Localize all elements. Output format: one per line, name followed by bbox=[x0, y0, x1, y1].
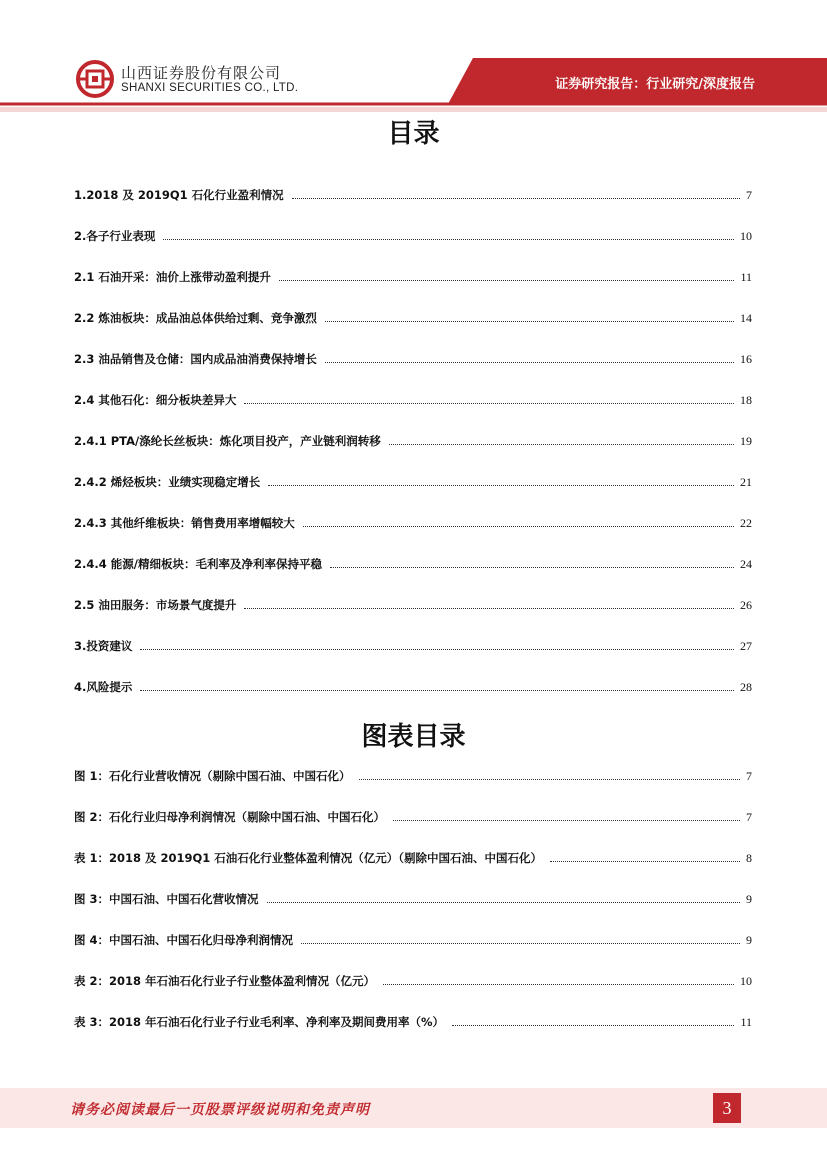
figure-entry[interactable] bbox=[74, 1014, 752, 1055]
page-header bbox=[0, 0, 827, 112]
toc-entry[interactable] bbox=[74, 187, 752, 228]
dot-leader bbox=[325, 351, 734, 363]
toc-entry-page[interactable]: 22 bbox=[740, 516, 752, 530]
toc-entry-page[interactable]: 16 bbox=[740, 352, 752, 366]
toc-entry[interactable] bbox=[74, 515, 752, 556]
company-logo-icon bbox=[76, 60, 114, 98]
report-type-label: 证券研究报告：行业研究/深度报告 bbox=[555, 77, 755, 92]
toc-entry-label[interactable]: 2.各子行业表现 bbox=[74, 229, 156, 243]
toc-entry-page[interactable]: 7 bbox=[746, 188, 752, 202]
toc-entry-label[interactable]: 2.4 其他石化：细分板块差异大 bbox=[74, 393, 237, 407]
figure-entry-label[interactable]: 图 1：石化行业营收情况（剔除中国石油、中国石化） bbox=[74, 769, 351, 783]
toc-entry[interactable] bbox=[74, 310, 752, 351]
toc-entry-label[interactable]: 2.4.1 PTA/涤纶长丝板块：炼化项目投产，产业链利润转移 bbox=[74, 434, 381, 448]
toc-entry-page[interactable]: 18 bbox=[740, 393, 752, 407]
dot-leader bbox=[389, 433, 734, 445]
figure-entry-page[interactable]: 7 bbox=[746, 769, 752, 783]
figure-entry[interactable] bbox=[74, 891, 752, 932]
figure-entry-label[interactable]: 表 1：2018 及 2019Q1 石油石化行业整体盈利情况（亿元）（剔除中国石油、中国石化） bbox=[74, 851, 543, 865]
dot-leader bbox=[393, 809, 740, 821]
dot-leader bbox=[292, 187, 740, 199]
toc-entry[interactable] bbox=[74, 556, 752, 597]
toc-entry[interactable] bbox=[74, 679, 752, 720]
toc-entry-label[interactable]: 1.2018 及 2019Q1 石化行业盈利情况 bbox=[74, 188, 284, 202]
toc-entry[interactable] bbox=[74, 392, 752, 433]
dot-leader bbox=[301, 932, 740, 944]
dot-leader bbox=[268, 474, 734, 486]
dot-leader bbox=[452, 1014, 734, 1026]
figure-entry-page[interactable]: 10 bbox=[740, 974, 752, 988]
dot-leader bbox=[325, 310, 734, 322]
toc-entry-page[interactable]: 24 bbox=[740, 557, 752, 571]
dot-leader bbox=[359, 768, 740, 780]
toc-entry[interactable] bbox=[74, 433, 752, 474]
figure-entry[interactable] bbox=[74, 850, 752, 891]
toc-entry-label[interactable]: 3.投资建议 bbox=[74, 639, 133, 653]
toc-entry[interactable] bbox=[74, 597, 752, 638]
company-name-en: SHANXI SECURITIES CO., LTD. bbox=[121, 82, 299, 94]
toc-entry-label[interactable]: 2.1 石油开采：油价上涨带动盈利提升 bbox=[74, 270, 271, 284]
figure-entry-page[interactable]: 7 bbox=[746, 810, 752, 824]
dot-leader bbox=[267, 891, 740, 903]
figure-entry-label[interactable]: 表 3：2018 年石油石化行业子行业毛利率、净利率及期间费用率（%） bbox=[74, 1015, 445, 1029]
toc-entry-page[interactable]: 19 bbox=[740, 434, 752, 448]
dot-leader bbox=[140, 679, 734, 691]
figure-entry[interactable] bbox=[74, 932, 752, 973]
figure-entry[interactable] bbox=[74, 973, 752, 1014]
toc-entry-label[interactable]: 2.4.3 其他纤维板块：销售费用率增幅较大 bbox=[74, 516, 295, 530]
header-band bbox=[0, 0, 827, 112]
dot-leader bbox=[330, 556, 734, 568]
dot-leader bbox=[140, 638, 734, 650]
figure-entry-page[interactable]: 9 bbox=[746, 933, 752, 947]
dot-leader bbox=[163, 228, 734, 240]
toc-entry-page[interactable]: 14 bbox=[740, 311, 752, 325]
toc-entry-label[interactable]: 4.风险提示 bbox=[74, 680, 133, 694]
toc-entry[interactable] bbox=[74, 474, 752, 515]
company-name-cn: 山西证券股份有限公司 bbox=[121, 64, 282, 82]
figures-list bbox=[74, 768, 752, 1055]
toc-entry-page[interactable]: 10 bbox=[740, 229, 752, 243]
figure-entry-page[interactable]: 8 bbox=[746, 851, 752, 865]
toc-entry-label[interactable]: 2.2 炼油板块：成品油总体供给过剩、竞争激烈 bbox=[74, 311, 317, 325]
figure-entry-label[interactable]: 图 3：中国石油、中国石化营收情况 bbox=[74, 892, 259, 906]
page-number: 3 bbox=[713, 1093, 741, 1123]
toc-entry-page[interactable]: 27 bbox=[740, 639, 752, 653]
dot-leader bbox=[244, 597, 734, 609]
toc-entry-page[interactable]: 26 bbox=[740, 598, 752, 612]
dot-leader bbox=[244, 392, 734, 404]
toc-entry-page[interactable]: 28 bbox=[740, 680, 752, 694]
figures-title: 图表目录 bbox=[361, 722, 466, 752]
toc-entry-label[interactable]: 2.4.2 烯烃板块：业绩实现稳定增长 bbox=[74, 475, 261, 489]
toc-entry[interactable] bbox=[74, 351, 752, 392]
toc-entry[interactable] bbox=[74, 638, 752, 679]
figure-entry-label[interactable]: 图 4：中国石油、中国石化归母净利润情况 bbox=[74, 933, 294, 947]
figure-entry-page[interactable]: 11 bbox=[740, 1015, 752, 1029]
toc-list bbox=[74, 187, 752, 720]
toc-entry[interactable] bbox=[74, 228, 752, 269]
figure-entry[interactable] bbox=[74, 768, 752, 809]
figure-entry-label[interactable]: 表 2：2018 年石油石化行业子行业整体盈利情况（亿元） bbox=[74, 974, 376, 988]
toc-entry[interactable] bbox=[74, 269, 752, 310]
toc-entry-page[interactable]: 11 bbox=[740, 270, 752, 284]
figure-entry-page[interactable]: 9 bbox=[746, 892, 752, 906]
disclaimer-text: 请务必阅读最后一页股票评级说明和免责声明 bbox=[70, 1102, 370, 1118]
figure-entry[interactable] bbox=[74, 809, 752, 850]
dot-leader bbox=[303, 515, 734, 527]
toc-title: 目录 bbox=[387, 119, 440, 149]
toc-entry-label[interactable]: 2.5 油田服务：市场景气度提升 bbox=[74, 598, 237, 612]
dot-leader bbox=[550, 850, 740, 862]
toc-entry-page[interactable]: 21 bbox=[740, 475, 752, 489]
figure-entry-label[interactable]: 图 2：石化行业归母净利润情况（剔除中国石油、中国石化） bbox=[74, 810, 386, 824]
dot-leader bbox=[383, 973, 734, 985]
dot-leader bbox=[279, 269, 735, 281]
toc-entry-label[interactable]: 2.3 油品销售及仓储：国内成品油消费保持增长 bbox=[74, 352, 317, 366]
toc-entry-label[interactable]: 2.4.4 能源/精细板块：毛利率及净利率保持平稳 bbox=[74, 557, 322, 571]
